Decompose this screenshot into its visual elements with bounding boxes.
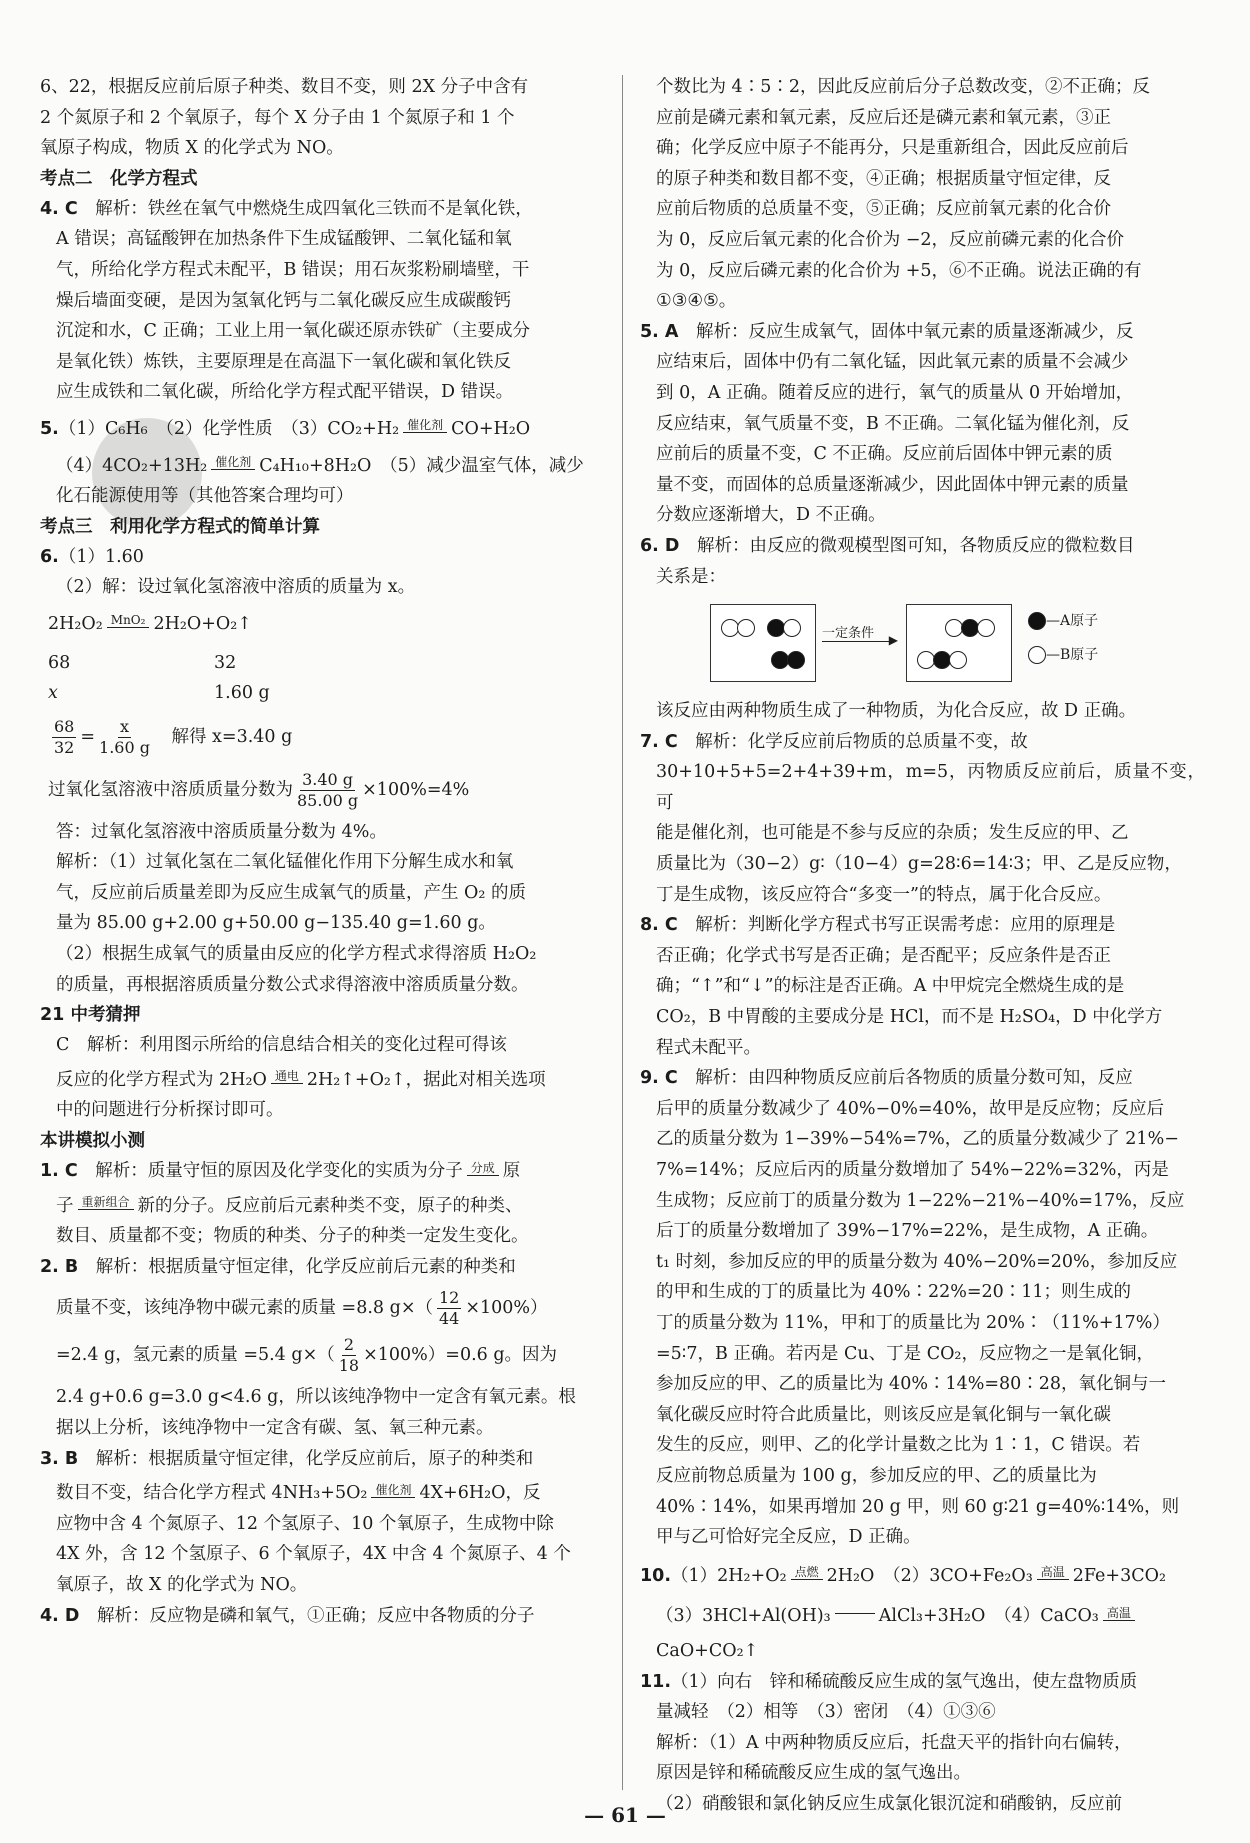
text-line: 4X 外，含 12 个氢原子、6 个氧原子，4X 中含 4 个氮原子、4 个 <box>56 1544 571 1565</box>
legend-a: —A原子 <box>1028 610 1098 630</box>
test-answer-8: 8. C 解析：判断化学方程式书写正误需考虑：应用的原理是 <box>640 915 1116 936</box>
text-line: （2）根据生成氧气的质量由反应的化学方程式求得溶质 H₂O₂ <box>56 944 537 965</box>
text-line: 到 0，A 正确。随着反应的进行，氧气的质量从 0 开始增加， <box>656 382 1134 403</box>
text-line: 气，所给化学方程式未配平，B 错误；用石灰浆粉刷墙壁，干 <box>56 259 530 280</box>
text-line: ①③④⑤。 <box>656 291 737 312</box>
text-line: （3）3HCl+Al(OH)₃ AlCl₃+3H₂O （4）CaCO₃ 高温 <box>640 1601 1205 1632</box>
right-column <box>640 72 1205 1819</box>
text-line: 据以上分析，该纯净物中一定含有碳、氢、氧三种元素。 <box>56 1418 494 1438</box>
test-answer-11: 11.（1）向右 锌和稀硫酸反应生成的氢气逸出，使左盘物质质 <box>640 1671 1138 1692</box>
text-line: 参加反应的甲、乙的质量比为 40%∶14%=80∶28，氧化铜与一 <box>656 1374 1167 1395</box>
reaction-condition: 重新组合 <box>78 1196 134 1216</box>
answer-5: 5.（1）C₆H₆ （2）化学性质 （3）CO₂+H₂ 催化剂 CO+H₂O <box>40 418 531 439</box>
text-line: 氧原子构成，物质 X 的化学式为 NO。 <box>40 138 344 159</box>
text-line: 的甲和生成的丁的质量比为 40%∶22%=20∶11；则生成的 <box>656 1282 1132 1303</box>
text-line: 甲与乙可恰好完全反应，D 正确。 <box>656 1527 921 1548</box>
text-line: 该反应由两种物质生成了一种物质，为化合反应，故 D 正确。 <box>656 701 1137 722</box>
section-heading: 本讲模拟小测 <box>40 1131 145 1152</box>
text-line: 应前是磷元素和氧元素，反应后还是磷元素和氧元素，③正 <box>656 107 1111 128</box>
reaction-equals <box>835 1613 875 1620</box>
value: 1.60 g <box>214 683 270 704</box>
equation: 2H₂O₂ MnO₂ 2H₂O+O₂↑ <box>48 613 252 634</box>
atom-b-icon <box>783 619 801 637</box>
atom-a-icon <box>1028 612 1046 630</box>
text-line: 原因是锌和稀硫酸反应生成的氢气逸出。 <box>656 1763 971 1784</box>
text-line: 程式未配平。 <box>656 1037 761 1058</box>
text-line: 解析：（1）A 中两种物质反应后，托盘天平的指针向右偏转， <box>656 1732 1132 1753</box>
text-line: 子 重新组合 新的分子。反应前后元素种类不变，原子的种类、 <box>56 1195 523 1216</box>
answer-6: 6.（1）1.60 <box>40 546 144 567</box>
text-line: 气，反应前后质量差即为反应生成氧气的质量，产生 O₂ 的质 <box>56 882 526 903</box>
atom-b-icon <box>949 651 967 669</box>
reaction-condition: 通电 <box>271 1070 303 1090</box>
molar-mass: 68 <box>48 652 71 673</box>
text-line: 应结束后，固体中仍有二氧化锰，因此氧元素的质量不会减少 <box>656 352 1129 373</box>
text-line: 30+10+5+5=2+4+39+m，m=5，丙物质反应前后，质量不变，可 <box>656 762 1205 813</box>
text-line: 乙的质量分数为 1−39%−54%=7%，乙的质量分数减少了 21%− <box>656 1129 1179 1150</box>
micro-model-diagram <box>710 600 1205 688</box>
reaction-condition: MnO₂ <box>107 614 150 634</box>
page-number: — 61 — <box>584 1803 666 1827</box>
text-line: 后甲的质量分数减少了 40%−0%=40%，故甲是反应物；反应后 <box>656 1098 1164 1119</box>
proportion: $\frac{68}{32}$ = $\frac{x}{1.60 g}$ 解得 x=3.40 g <box>54 716 293 757</box>
molar-mass: 32 <box>214 652 237 673</box>
text-line: 后丁的质量分数增加了 39%−17%=22%，是生成物，A 正确。 <box>656 1221 1159 1242</box>
test-answer-6: 6. D 解析：由反应的微观模型图可知，各物质反应的微粒数目 <box>640 535 1135 556</box>
text-line: 中的问题进行分析探讨即可。 <box>56 1100 284 1121</box>
text-line: 氧化碳反应时符合此质量比，则该反应是氧化铜与一氧化碳 <box>656 1404 1111 1425</box>
text-line: 2.4 g+0.6 g=3.0 g<4.6 g，所以该纯净物中一定含有氧元素。根 <box>56 1387 576 1408</box>
reaction-condition: 催化剂 <box>211 456 255 476</box>
text-line: 6、22，根据反应前后原子种类、数目不变，则 2X 分子中含有 <box>40 77 529 97</box>
text-line: 生成物；反应前丁的质量分数为 1−22%−21%−40%=17%，反应 <box>656 1190 1185 1211</box>
text-line: 40%∶14%，如果再增加 20 g 甲，则 60 g∶21 g=40%∶14%，则 <box>656 1496 1180 1517</box>
text-line: 燥后墙面变硬，是因为氢氧化钙与二氧化碳反应生成碳酸钙 <box>56 290 511 311</box>
atom-b-icon <box>1028 646 1046 664</box>
text-line: 2 个氮原子和 2 个氧原子，每个 X 分子由 1 个氮原子和 1 个 <box>40 107 515 128</box>
text-line: A 错误；高锰酸钾在加热条件下生成锰酸钾、二氧化锰和氧 <box>56 229 512 250</box>
text-line: CaO+CO₂↑ <box>656 1640 759 1661</box>
reaction-condition: 催化剂 <box>371 1484 415 1504</box>
text-line: 分数应逐渐增大，D 不正确。 <box>656 505 886 526</box>
text-line: 答：过氧化氢溶液中溶质质量分数为 4%。 <box>56 821 387 842</box>
answer-4: 4. C 解析：铁丝在氧气中燃烧生成四氧化三铁而不是氧化铁， <box>40 198 533 219</box>
text-line: 否正确；化学式书写是否正确；是否配平；反应条件是否正 <box>656 945 1111 966</box>
text-line: 质量比为（30−2）g∶（10−4）g=28∶6=14∶3；甲、乙是反应物， <box>656 854 1182 875</box>
test-answer-5: 5. A 解析：反应生成氧气，固体中氧元素的质量逐渐减少，反 <box>640 321 1134 342</box>
text-line: 丁的质量分数为 11%，甲和丁的质量比为 20%∶（11%+17%） <box>656 1312 1170 1333</box>
text-line: 丁是生成物，该反应符合“多变一”的特点，属于化合反应。 <box>656 884 1112 905</box>
text-line: 质量不变，该纯净物中碳元素的质量 =8.8 g×（ $\frac{12}{44}$ ×100%） <box>56 1288 548 1329</box>
test-answer-3: 3. B 解析：根据质量守恒定律，化学反应前后，原子的种类和 <box>40 1448 534 1469</box>
section-heading: 考点三 利用化学方程式的简单计算 <box>40 516 320 537</box>
text-line: 沉淀和水，C 正确；工业上用一氧化碳还原赤铁矿（主要成分 <box>56 321 530 342</box>
test-answer-4: 4. D 解析：反应物是磷和氧气，①正确；反应中各物质的分子 <box>40 1605 535 1626</box>
atom-b-icon <box>737 619 755 637</box>
test-answer-9: 9. C 解析：由四种物质反应前后各物质的质量分数可知，反应 <box>640 1068 1133 1089</box>
left-column <box>40 72 605 1631</box>
test-answer-2: 2. B 解析：根据质量守恒定律，化学反应前后元素的种类和 <box>40 1256 516 1277</box>
reaction-condition: 分成 <box>467 1162 499 1182</box>
section-heading: 考点二 化学方程式 <box>40 168 198 189</box>
text-line: 数目、质量都不变；物质的种类、分子的种类一定发生变化。 <box>56 1226 529 1247</box>
text-line: 能是催化剂，也可能是不参与反应的杂质；发生反应的甲、乙 <box>656 823 1129 844</box>
text-line: （4）4CO₂+13H₂ 催化剂 C₄H₁₀+8H₂O （5）减少温室气体，减少 <box>56 455 584 476</box>
reaction-condition: 点燃 <box>791 1566 823 1586</box>
text-line: 量不变，而固体的总质量逐渐减少，因此固体中钾元素的质量 <box>656 474 1129 495</box>
text-line: 应前后物质的总质量不变，⑤正确；反应前氧元素的化合价 <box>656 199 1111 220</box>
text-line: 的质量，再根据溶质质量分数公式求得溶液中溶质质量分数。 <box>56 974 529 995</box>
reaction-arrow: 一定条件 ▶ <box>822 626 898 648</box>
text-line: 反应结束，氧气质量不变，B 不正确。二氧化锰为催化剂，反 <box>656 413 1130 434</box>
text-line: （2）解：设过氧化氢溶液中溶质的质量为 x。 <box>56 577 416 598</box>
percentage: 过氧化氢溶液中溶质质量分数为 $\frac{3.40 g}{85.00 g}$ ×100%=4% <box>48 769 470 810</box>
variable: x <box>48 683 58 704</box>
text-line: 7%=14%；反应后丙的质量分数增加了 54%−22%=32%，丙是 <box>656 1160 1169 1180</box>
text-line: 数目不变，结合化学方程式 4NH₃+5O₂ 催化剂 4X+6H₂O，反 <box>56 1482 541 1504</box>
text-line: 发生的反应，则甲、乙的化学计量数之比为 1∶1，C 错误。若 <box>656 1435 1141 1456</box>
text-line: 应前后的质量不变，C 不正确。反应前后固体中钾元素的质 <box>656 444 1113 465</box>
text-line: =2.4 g，氢元素的质量 =5.4 g×（ $\frac{2}{18}$ ×100%）=0.6 g。因为 <box>56 1335 558 1376</box>
products-box <box>906 604 1012 682</box>
text-line: 是氧化铁）炼铁，主要原理是在高温下一氧化碳和氧化铁反 <box>56 351 511 372</box>
text-line: 量为 85.00 g+2.00 g+50.00 g−135.40 g=1.60 g。 <box>56 913 496 934</box>
reaction-condition: 催化剂 <box>403 419 447 439</box>
text-line: 量减轻 （2）相等 （3）密闭 （4）①③⑥ <box>656 1702 996 1723</box>
text-line: t₁ 时刻，参加反应的甲的质量分数为 40%−20%=20%，参加反应 <box>656 1251 1178 1272</box>
text-line: 氧原子，故 X 的化学式为 NO。 <box>56 1574 308 1595</box>
text-line: CO₂，B 中胃酸的主要成分是 HCl，而不是 H₂SO₄，D 中化学方 <box>656 1007 1163 1028</box>
text-line: 为 0，反应后磷元素的化合价为 +5，⑥不正确。说法正确的有 <box>656 260 1142 281</box>
test-answer-10: 10.（1）2H₂+O₂ 点燃 2H₂O （2）3CO+Fe₂O₃ 高温 2Fe+3CO₂ <box>640 1565 1166 1586</box>
calc-block <box>40 609 605 811</box>
text-line: 反应的化学方程式为 2H₂O 通电 2H₂↑+O₂↑，据此对相关选项 <box>56 1069 546 1090</box>
test-answer-7: 7. C 解析：化学反应前后物质的总质量不变，故 <box>640 731 1028 752</box>
column-divider <box>622 75 623 1790</box>
text-line: 化石能源使用等（其他答案合理均可） <box>56 486 354 507</box>
reaction-condition: 高温 <box>1037 1566 1069 1586</box>
text-line: 应生成铁和二氧化碳，所给化学方程式配平错误，D 错误。 <box>56 382 514 403</box>
text-line: 的原子种类和数目都不变，④正确；根据质量守恒定律，反 <box>656 168 1111 189</box>
text-line: C 解析：利用图示所给的信息结合相关的变化过程可得该 <box>56 1035 507 1056</box>
text-line: 反应前物总质量为 100 g，参加反应的甲、乙的质量比为 <box>656 1465 1097 1486</box>
legend-b: —B原子 <box>1028 644 1098 664</box>
text-line: =5∶7，B 正确。若丙是 Cu、丁是 CO₂，反应物之一是氧化铜， <box>656 1343 1154 1364</box>
text-line: 确；“↑”和“↓”的标注是否正确。A 中甲烷完全燃烧生成的是 <box>656 976 1125 997</box>
section-heading: 21 中考猜押 <box>40 1005 141 1026</box>
test-answer-1: 1. C 解析：质量守恒的原因及化学变化的实质为分子 分成 原 <box>40 1160 521 1182</box>
text-line: 个数比为 4∶5∶2，因此反应前后分子总数改变，②不正确；反 <box>656 77 1150 97</box>
reaction-condition: 高温 <box>1103 1607 1135 1627</box>
text-line: 为 0，反应后氧元素的化合价为 −2，反应前磷元素的化合价 <box>656 229 1125 250</box>
text-line: 关系是： <box>656 566 726 587</box>
text-line: 应物中含 4 个氮原子、12 个氢原子、10 个氧原子，生成物中除 <box>56 1513 554 1534</box>
atom-a-icon <box>787 651 805 669</box>
text-line: （2）硝酸银和氯化钠反应生成氯化银沉淀和硝酸钠，反应前 <box>656 1793 1123 1814</box>
text-line: 确；化学反应中原子不能再分，只是重新组合，因此反应前后 <box>656 138 1129 159</box>
reactants-box <box>710 604 816 682</box>
text-line: 解析：（1）过氧化氢在二氧化锰催化作用下分解生成水和氧 <box>56 852 514 873</box>
atom-b-icon <box>977 619 995 637</box>
